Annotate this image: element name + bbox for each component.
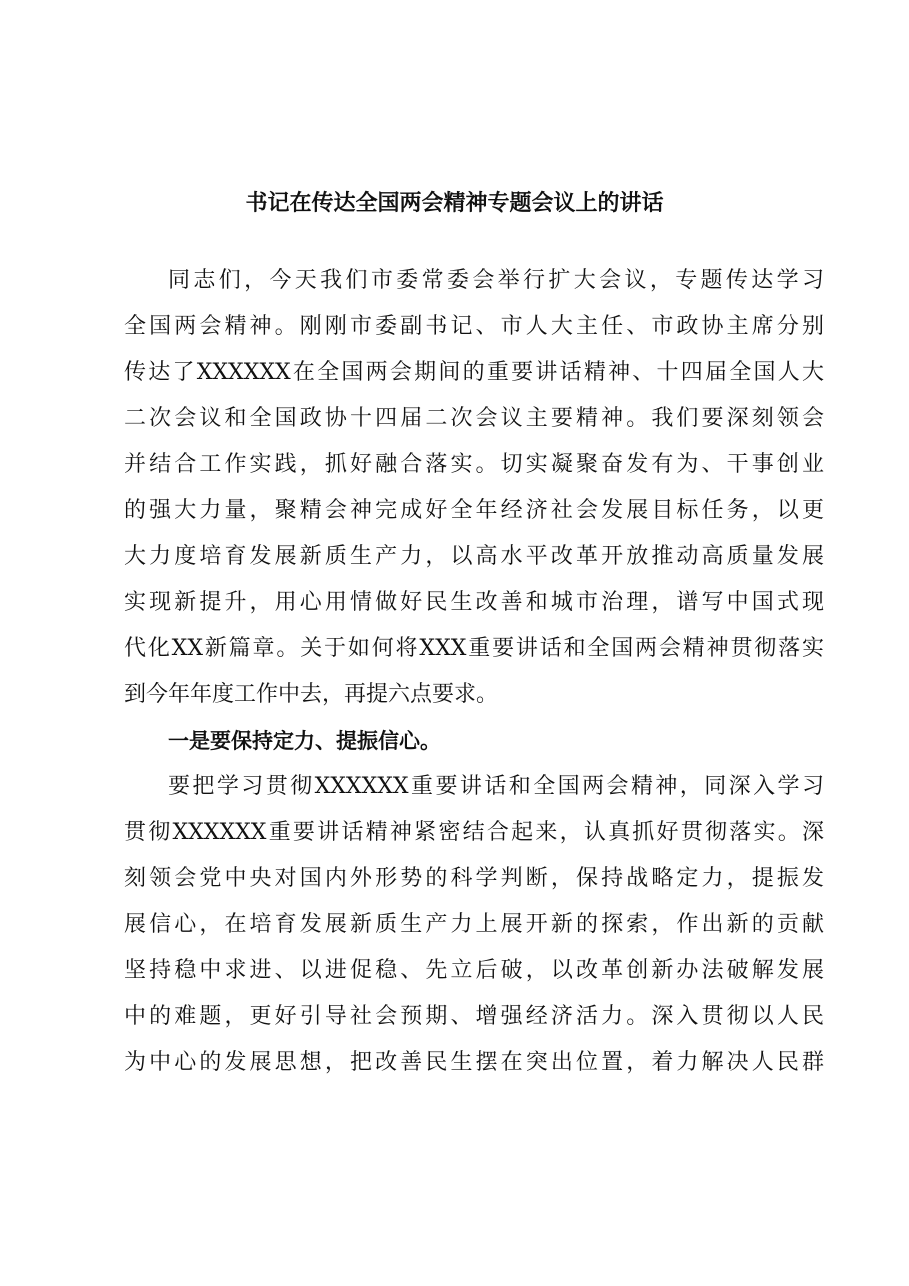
paragraph-line: 刻领会党中央对国内外形势的科学判断，保持战略定力，提振发	[124, 866, 824, 891]
paragraph-line: 贯彻XXXXXX重要讲话精神紧密结合起来，认真抓好贯彻落实。深	[124, 820, 824, 845]
paragraph-line: 到今年年度工作中去，再提六点要求。	[124, 682, 499, 707]
paragraph-line: 全国两会精神。刚刚市委副书记、市人大主任、市政协主席分别	[124, 314, 824, 339]
document-title: 书记在传达全国两会精神专题会议上的讲话	[245, 190, 664, 216]
paragraph-line: 二次会议和全国政协十四届二次会议主要精神。我们要深刻领会	[124, 406, 824, 431]
paragraph-line: 的强大力量，聚精会神完成好全年经济社会发展目标任务，以更	[124, 498, 824, 523]
paragraph-line: 传达了XXXXXX在全国两会期间的重要讲话精神、十四届全国人大	[124, 360, 824, 385]
document-body	[124, 258, 824, 1086]
paragraph-line: 实现新提升，用心用情做好民生改善和城市治理，谱写中国式现	[124, 590, 824, 615]
paragraph-2	[124, 764, 824, 1086]
paragraph-1	[124, 258, 824, 718]
paragraph-line: 坚持稳中求进、以进促稳、先立后破，以改革创新办法破解发展	[124, 958, 824, 983]
paragraph-line: 要把学习贯彻XXXXXX重要讲话和全国两会精神，同深入学习	[168, 774, 824, 799]
paragraph-line: 为中心的发展思想，把改善民生摆在突出位置，着力解决人民群	[124, 1050, 824, 1075]
paragraph-line: 展信心，在培育发展新质生产力上展开新的探索，作出新的贡献	[124, 912, 824, 937]
paragraph-line: 并结合工作实践，抓好融合落实。切实凝聚奋发有为、干事创业	[124, 452, 824, 477]
paragraph-line: 同志们，今天我们市委常委会举行扩大会议，专题传达学习	[168, 268, 824, 293]
section-heading: 一是要保持定力、提振信心。	[168, 729, 441, 753]
paragraph-line: 代化XX新篇章。关于如何将XXX重要讲话和全国两会精神贯彻落实	[124, 636, 824, 661]
paragraph-line: 大力度培育发展新质生产力，以高水平改革开放推动高质量发展	[124, 544, 824, 569]
paragraph-line: 中的难题，更好引导社会预期、增强经济活力。深入贯彻以人民	[124, 1004, 824, 1029]
